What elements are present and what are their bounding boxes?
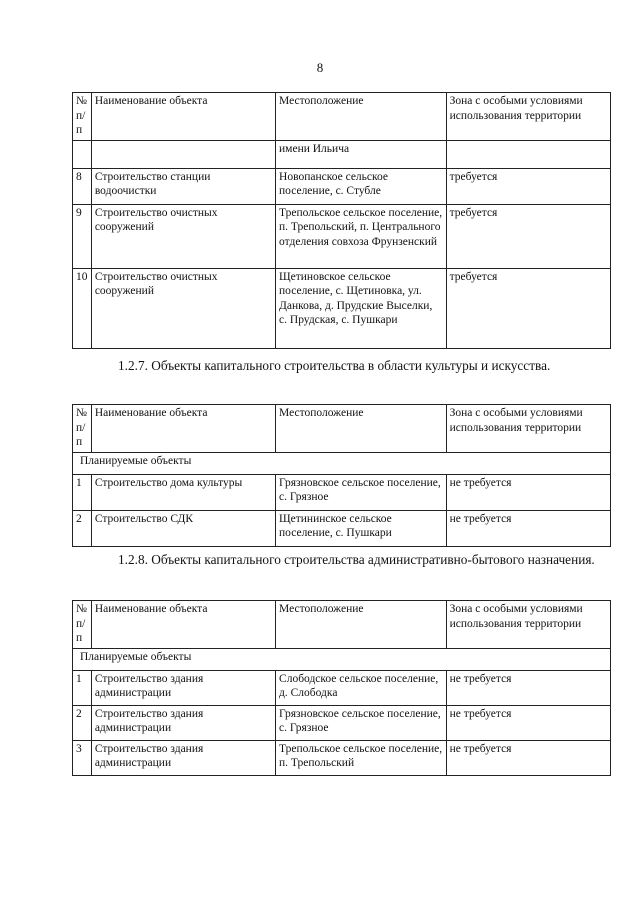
row-name: Строительство станции водоочистки — [91, 168, 275, 204]
section-heading-1-2-8: 1.2.8. Объекты капитального строительства административно-бытового назначения. — [118, 552, 595, 567]
group-row — [73, 648, 611, 670]
section-heading-1-2-7: 1.2.7. Объекты капитального строительства в области культуры и искусства. — [118, 358, 551, 373]
row-name: Строительство здания администрации — [91, 705, 275, 740]
row-name: Строительство здания администрации — [91, 670, 275, 705]
header-zone: Зона с особыми условиями использования территории — [446, 405, 610, 453]
table-row — [73, 168, 611, 204]
row-zone: не требуется — [446, 670, 610, 705]
row-name: Строительство очистных сооружений — [91, 268, 275, 348]
table-water-objects — [72, 92, 611, 349]
header-name: Наименование объекта — [91, 93, 275, 141]
header-name: Наименование объекта — [91, 405, 275, 453]
row-location: Грязновское сельское поселение, с. Грязное — [276, 474, 447, 510]
header-num: № п/п — [73, 93, 92, 141]
group-row — [73, 452, 611, 474]
row-num: 1 — [73, 474, 92, 510]
continuation-cell: имени Ильича — [276, 140, 447, 168]
table-row — [73, 740, 611, 775]
table-header-row — [73, 405, 611, 453]
row-num: 8 — [73, 168, 92, 204]
row-name: Строительство СДК — [91, 510, 275, 546]
header-location: Местоположение — [276, 93, 447, 141]
table-row — [73, 474, 611, 510]
row-location: Трепольское сельское поселение, п. Трепольский — [276, 740, 447, 775]
page-number: 8 — [316, 60, 324, 75]
table-row — [73, 204, 611, 268]
header-name: Наименование объекта — [91, 601, 275, 649]
row-num: 2 — [73, 510, 92, 546]
table-row — [73, 510, 611, 546]
table-row — [73, 140, 611, 168]
row-location: Трепольское сельское поселение, п. Трепольский, п. Центрального отделения совхоза Фрунзенский — [276, 204, 447, 268]
row-zone: требуется — [446, 204, 610, 268]
header-num: № п/п — [73, 405, 92, 453]
table-row — [73, 670, 611, 705]
header-num: № п/п — [73, 601, 92, 649]
header-zone: Зона с особыми условиями использования территории — [446, 93, 610, 141]
row-name: Строительство дома культуры — [91, 474, 275, 510]
row-zone: не требуется — [446, 705, 610, 740]
group-label: Планируемые объекты — [73, 452, 611, 474]
row-num: 10 — [73, 268, 92, 348]
row-location: Грязновское сельское поселение, с. Грязное — [276, 705, 447, 740]
row-name: Строительство здания администрации — [91, 740, 275, 775]
row-num: 2 — [73, 705, 92, 740]
group-label: Планируемые объекты — [73, 648, 611, 670]
row-location: Щетиновское сельское поселение, с. Щетиновка, ул. Данкова, д. Прудские Выселки, с. Прудская, с. Пушкари — [276, 268, 447, 348]
header-location: Местоположение — [276, 601, 447, 649]
table-culture-objects — [72, 404, 611, 547]
header-location: Местоположение — [276, 405, 447, 453]
header-zone: Зона с особыми условиями использования территории — [446, 601, 610, 649]
row-zone: не требуется — [446, 510, 610, 546]
row-num: 3 — [73, 740, 92, 775]
table-header-row — [73, 601, 611, 649]
row-zone: требуется — [446, 168, 610, 204]
row-location: Слободское сельское поселение, д. Слободка — [276, 670, 447, 705]
row-zone: не требуется — [446, 740, 610, 775]
row-num: 9 — [73, 204, 92, 268]
row-zone: не требуется — [446, 474, 610, 510]
table-row — [73, 268, 611, 348]
row-location: Щетининское сельское поселение, с. Пушкари — [276, 510, 447, 546]
table-header-row — [73, 93, 611, 141]
table-admin-objects — [72, 600, 611, 776]
table-row — [73, 705, 611, 740]
row-location: Новопанское сельское поселение, с. Стубле — [276, 168, 447, 204]
row-zone: требуется — [446, 268, 610, 348]
row-name: Строительство очистных сооружений — [91, 204, 275, 268]
row-num: 1 — [73, 670, 92, 705]
